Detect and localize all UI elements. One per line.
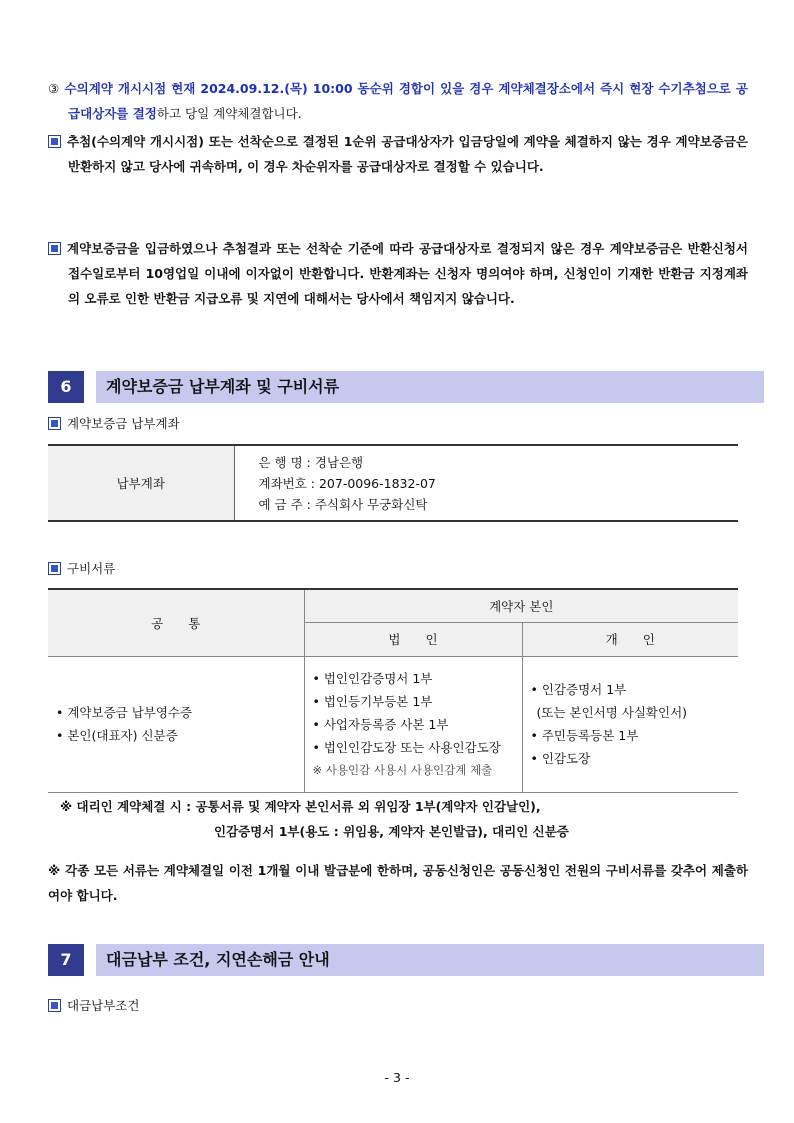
common-docs-cell (48, 656, 304, 792)
paragraph-forfeit (48, 129, 748, 179)
subtitle-payment: 대금납부조건 (48, 996, 139, 1016)
proxy-note-line: 인감증명서 1부(용도 : 위임용, 계약자 본인발급), 대리인 신분증 (214, 824, 569, 839)
list-item: • 인감증명서 1부 (530, 682, 627, 697)
highlighted-text: 수의계약 개시시점 현재 2024.09.12.(목) 10:00 동순위 경합이 있을 경우 계약체결장소에서 즉시 현장 수기추첨으로 공급대상자를 결정 (64, 81, 748, 121)
subtitle-account: 계약보증금 납부계좌 (48, 414, 180, 434)
header-party: 계약자 본인 (304, 589, 738, 622)
indiv-docs-cell (522, 656, 738, 792)
list-item: • 계약보증금 납부영수증 (56, 705, 193, 720)
list-item: • 법인등기부등본 1부 (312, 693, 433, 709)
account-number: 계좌번호 : 207-0096-1832-07 (258, 475, 436, 491)
section-number: 6 (48, 371, 84, 403)
required-docs-table (48, 588, 738, 793)
section-title: 계약보증금 납부계좌 및 구비서류 (96, 371, 764, 403)
paragraph-text: ※ 각종 모든 서류는 계약체결일 이전 1개월 이내 발급분에 한하며, 공동신청인은 공동신청인 전원의 구비서류를 갖추어 제출하여야 합니다. (48, 863, 748, 903)
proxy-note (48, 794, 738, 844)
account-table (48, 444, 738, 522)
square-bullet-icon (48, 135, 61, 148)
paragraph-text: 추첨(수의계약 개시시점) 또는 선착순으로 결정된 1순위 공급대상자가 입금당일에 계약을 체결하지 않는 경우 계약보증금은 반환하지 않고 당사에 귀속하며, 이 경우 차순위자를 공급대상자로 결정할 수 있습니다. (67, 134, 748, 174)
section-title: 대금납부 조건, 지연손해금 안내 (96, 944, 764, 976)
list-item: • 본인(대표자) 신분증 (56, 728, 178, 743)
paragraph-text: 하고 당일 계약체결합니다. (156, 106, 302, 121)
section-header-6 (48, 371, 764, 403)
corp-note: ※ 사용인감 사용시 사용인감계 제출 (312, 762, 493, 777)
paragraph-lottery (48, 76, 748, 126)
list-item: • 법인인감증명서 1부 (312, 670, 433, 686)
square-bullet-icon (48, 562, 61, 575)
square-bullet-icon (48, 242, 61, 255)
list-item: • 법인인감도장 또는 사용인감도장 (312, 739, 501, 755)
account-details (234, 445, 738, 521)
paragraph-docs-validity (48, 858, 748, 908)
account-label: 납부계좌 (48, 445, 234, 521)
circled-number-marker: ③ (48, 81, 60, 96)
square-bullet-icon (48, 417, 61, 430)
header-individual: 개 인 (522, 622, 738, 656)
page-number: - 3 - (384, 1070, 410, 1085)
list-item: • 주민등록등본 1부 (530, 728, 639, 743)
square-bullet-icon (48, 999, 61, 1012)
paragraph-text: 계약보증금을 입금하였으나 추첨결과 또는 선착순 기준에 따라 공급대상자로 결정되지 않은 경우 계약보증금은 반환신청서 접수일로부터 10영업일 이내에 이자없이 반환합니다. 반환계좌는 신청자 명의여야 하며, 신청인이 기재한 반환금 지정계좌의 오류로 인한 반환금 지급오류 및 지연에 대해서는 당사에서 책임지지 않습니다. (67, 241, 748, 306)
paragraph-refund (48, 236, 748, 311)
header-common: 공 통 (48, 589, 304, 656)
subtitle-docs: 구비서류 (48, 559, 115, 579)
list-item: (또는 본인서명 사실확인서) (536, 705, 688, 720)
proxy-note-line: ※ 대리인 계약체결 시 : 공통서류 및 계약자 본인서류 외 위임장 1부(계약자 인감날인), (60, 799, 541, 814)
corp-docs-cell (304, 656, 522, 792)
section-header-7 (48, 944, 764, 976)
bank-name: 은 행 명 : 경남은행 (258, 454, 364, 470)
section-number: 7 (48, 944, 84, 976)
list-item: • 사업자등록증 사본 1부 (312, 716, 449, 732)
account-holder: 예 금 주 : 주식회사 무궁화신탁 (258, 496, 428, 512)
header-corporation: 법 인 (304, 622, 522, 656)
list-item: • 인감도장 (530, 751, 591, 766)
